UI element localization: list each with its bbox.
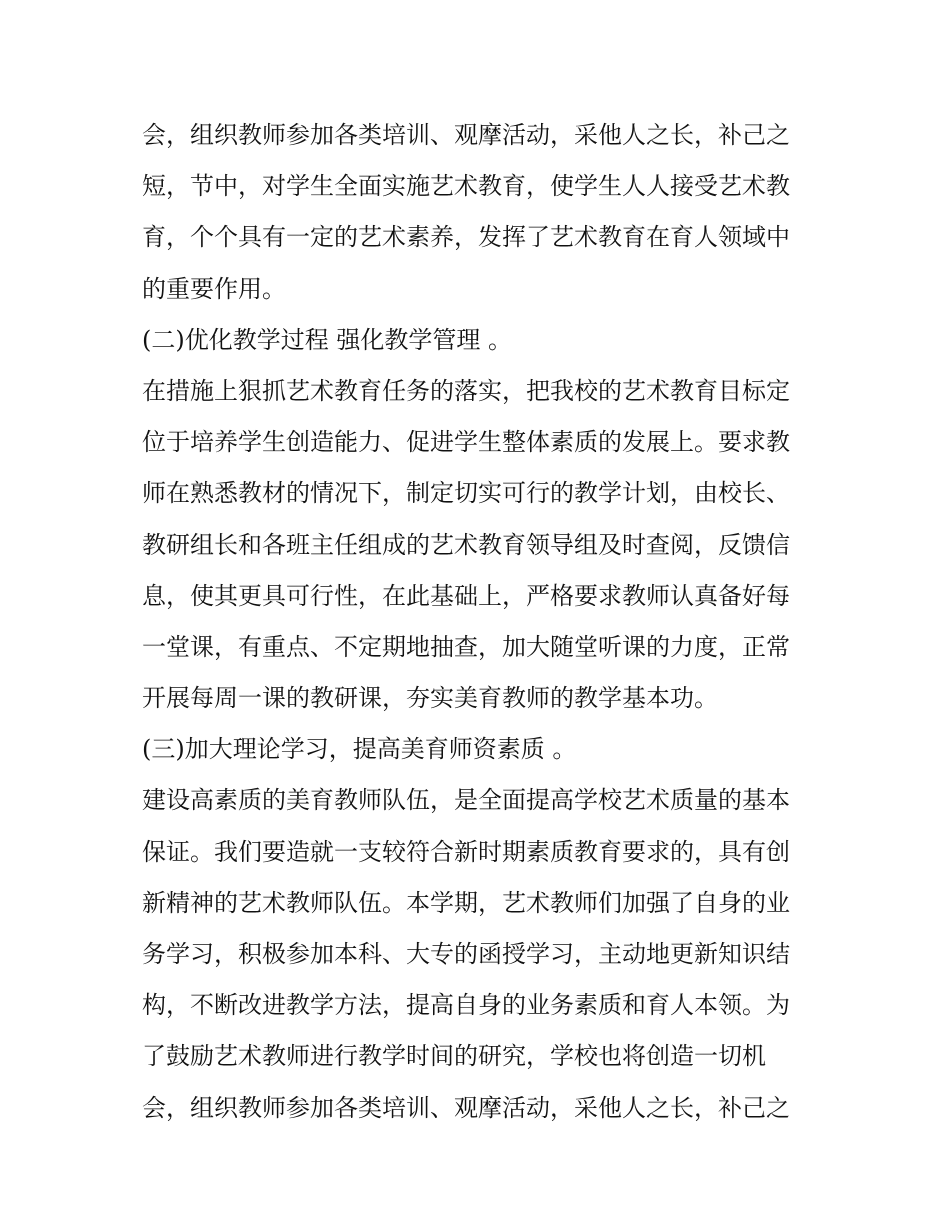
text-line: 构，不断改进教学方法，提高自身的业务素质和育人本领。为 xyxy=(142,991,790,1020)
text-line: 务学习，积极参加本科、大专的函授学习，主动地更新知识结 xyxy=(142,940,790,968)
text-line: 会，组织教师参加各类培训、观摩活动，采他人之长，补己之 xyxy=(142,1093,790,1122)
text-line: 一堂课，有重点、不定期地抽查，加大随堂听课的力度，正常 xyxy=(142,632,790,661)
text-line: 了鼓励艺术教师进行教学时间的研究，学校也将创造一切机 xyxy=(142,1042,766,1071)
text-line: 育，个个具有一定的艺术素养，发挥了艺术教育在育人领域中 xyxy=(142,223,790,252)
text-line: 保证。我们要造就一支较符合新时期素质教育要求的，具有创 xyxy=(142,837,790,866)
text-line: 开展每周一课的教研课，夯实美育教师的教学基本功。 xyxy=(142,684,718,713)
text-line: 位于培养学生创造能力、促进学生整体素质的发展上。要求教 xyxy=(142,428,790,457)
text-line: 息，使其更具可行性，在此基础上，严格要求教师认真备好每 xyxy=(142,581,790,610)
text-line: 短，节中，对学生全面实施艺术教育，使学生人人接受艺术教 xyxy=(142,172,790,201)
text-line: 在措施上狠抓艺术教育任务的落实，把我校的艺术教育目标定 xyxy=(142,376,790,405)
text-line: 建设高素质的美育教师队伍，是全面提高学校艺术质量的基本 xyxy=(142,786,790,815)
text-line: 教研组长和各班主任组成的艺术教育领导组及时查阅，反馈信 xyxy=(142,530,790,559)
section-heading: (二)优化教学过程 强化教学管理 。 xyxy=(142,325,512,354)
text-line: 的重要作用。 xyxy=(142,274,286,303)
section-heading: (三)加大理论学习，提高美育师资素质 。 xyxy=(142,735,577,764)
body-text xyxy=(142,110,822,1134)
text-line: 师在熟悉教材的情况下，制定切实可行的教学计划，由校长、 xyxy=(142,479,790,508)
text-line: 新精神的艺术教师队伍。本学期，艺术教师们加强了自身的业 xyxy=(142,888,790,917)
text-line: 会，组织教师参加各类培训、观摩活动，采他人之长，补己之 xyxy=(142,121,790,149)
